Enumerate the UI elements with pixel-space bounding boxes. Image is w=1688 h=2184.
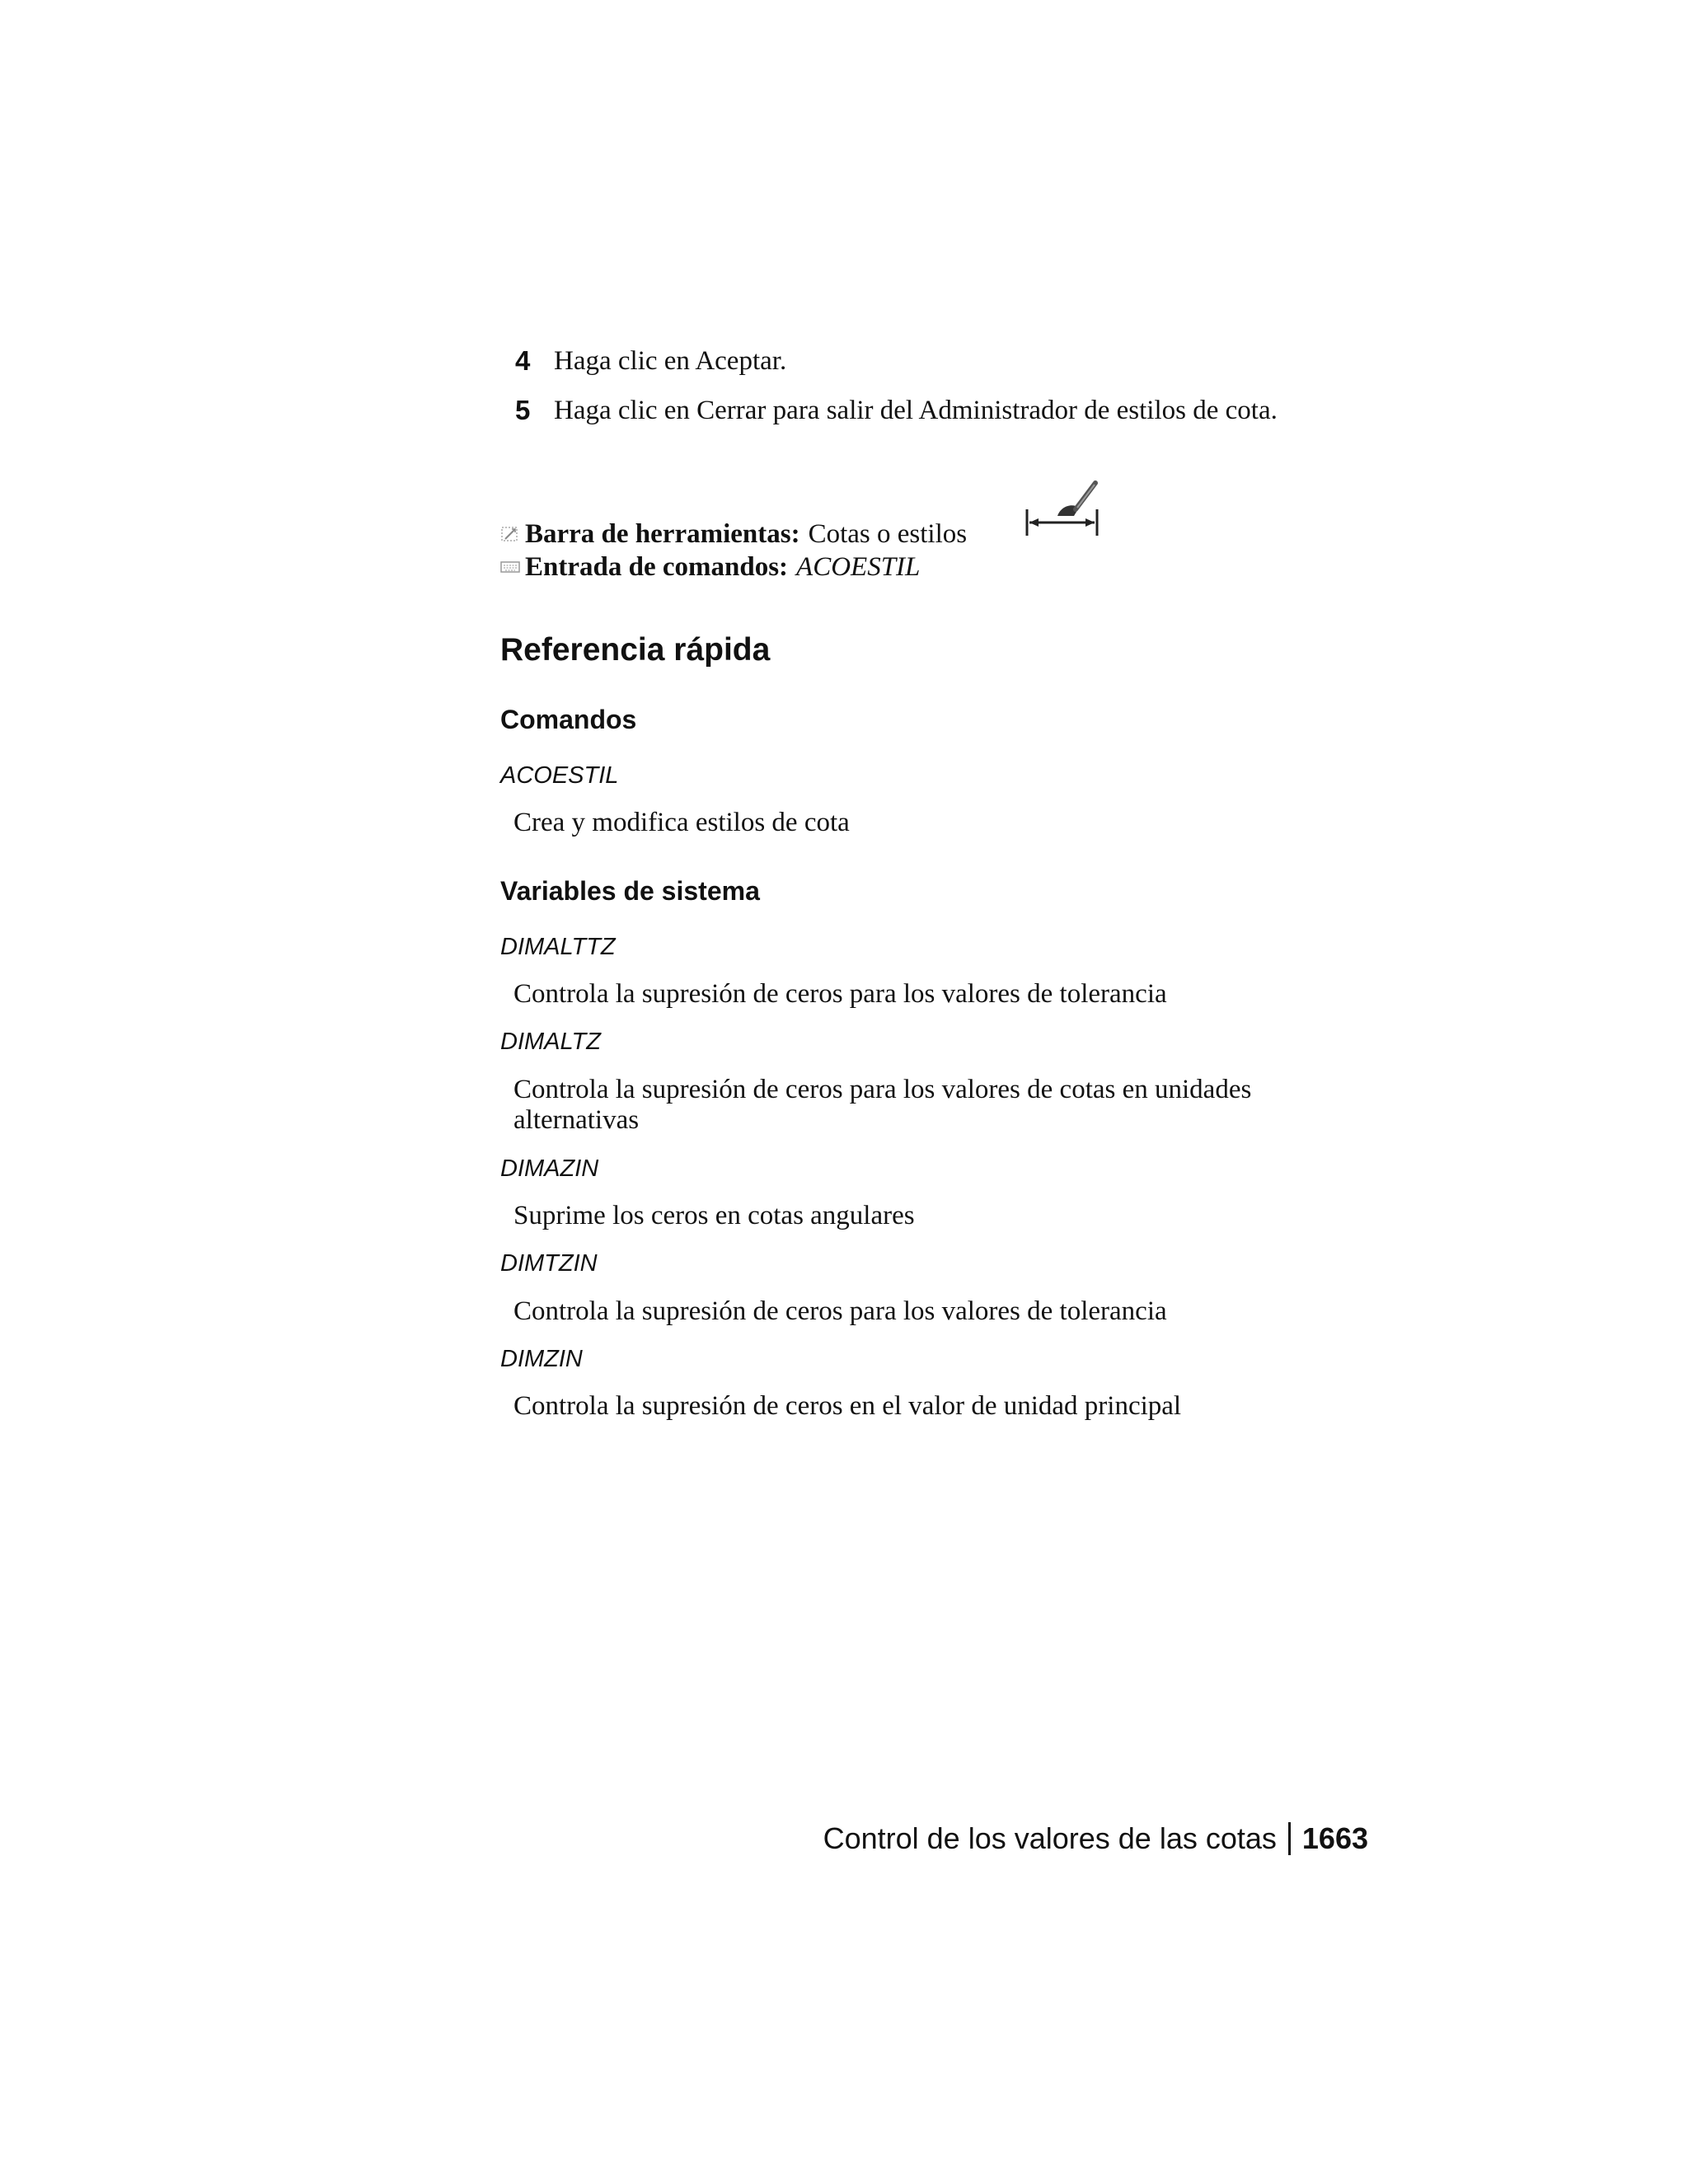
sysvar-name: DIMAZIN bbox=[500, 1155, 599, 1182]
command-value: ACOESTIL bbox=[796, 552, 921, 582]
step-item bbox=[515, 344, 786, 377]
sysvar-description: Controla la supresión de ceros para los valores de tolerancia bbox=[513, 1296, 1167, 1326]
sysvar-description: Controla la supresión de ceros para los valores de tolerancia bbox=[513, 979, 1167, 1009]
sysvar-name: DIMALTTZ bbox=[500, 934, 616, 960]
footer-section-title: Control de los valores de las cotas bbox=[823, 1821, 1277, 1855]
page-number: 1663 bbox=[1301, 1821, 1368, 1855]
sysvar-description: Controla la supresión de ceros en el valor de unidad principal bbox=[513, 1391, 1182, 1421]
step-number: 4 bbox=[515, 345, 531, 376]
dimension-style-icon bbox=[1025, 476, 1102, 539]
sysvar-description: Suprime los ceros en cotas angulares bbox=[513, 1201, 915, 1230]
toolbar-value: Cotas o estilos bbox=[808, 519, 968, 549]
sysvar-name: DIMALTZ bbox=[500, 1029, 601, 1055]
quick-reference-title: Referencia rápida bbox=[500, 632, 771, 668]
toolbar-label: Barra de herramientas: bbox=[525, 519, 800, 549]
sysvar-name: DIMZIN bbox=[500, 1346, 583, 1372]
step-item bbox=[515, 394, 1278, 427]
footer-separator bbox=[1288, 1822, 1291, 1855]
page-footer bbox=[823, 1821, 1368, 1857]
sysvar-name: DIMTZIN bbox=[500, 1250, 598, 1277]
commands-heading: Comandos bbox=[500, 705, 637, 734]
step-text: Haga clic en Cerrar para salir del Administrador de estilos de cota. bbox=[554, 396, 1278, 425]
sysvar-description: Controla la supresión de ceros para los valores de cotas en unidades alternativas bbox=[513, 1075, 1252, 1135]
command-label: Entrada de comandos: bbox=[525, 552, 789, 582]
step-text: Haga clic en Aceptar. bbox=[554, 346, 787, 376]
system-variables-heading: Variables de sistema bbox=[500, 876, 760, 906]
command-access-line bbox=[500, 551, 920, 583]
command-name: ACOESTIL bbox=[500, 762, 619, 789]
toolbar-access-line bbox=[500, 518, 967, 551]
toolbar-icon bbox=[500, 526, 520, 542]
step-number: 5 bbox=[515, 395, 531, 425]
keyboard-icon bbox=[500, 559, 520, 575]
command-description: Crea y modifica estilos de cota bbox=[513, 808, 850, 837]
